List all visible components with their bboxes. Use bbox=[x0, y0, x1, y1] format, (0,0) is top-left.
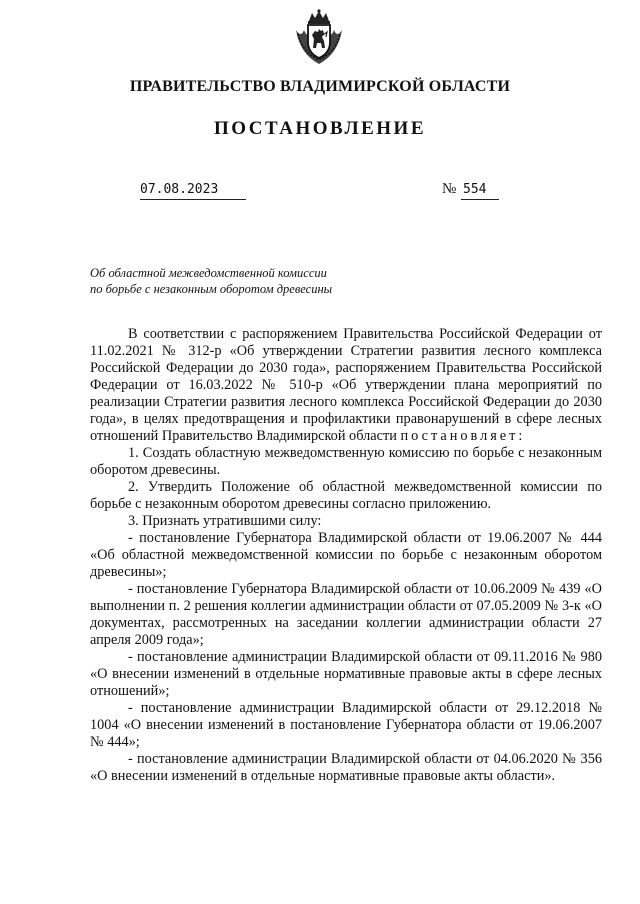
preamble-text: В соответствии с распоряжением Правительства Российской Федерации от 11.02.2021 № 312-р «Об утверждении Стратегии развития лесного комплекса Российской Федерации до 2030 года», распоряжением Правительства Российской Федерации от 16.03.2022 № 510-р «Об утверждении плана мероприятий по реализации Стратегии развития лесного комплекса Российской Федерации до 2030 года», в целях предотвращения и профилактики правонарушений в сфере лесных отношений Правительство Владимирской области bbox=[90, 326, 602, 444]
government-title: ПРАВИТЕЛЬСТВО ВЛАДИМИРСКОЙ ОБЛАСТИ bbox=[129, 78, 511, 95]
subject-line: по борьбе с незаконным оборотом древесины bbox=[90, 282, 333, 296]
repeal-entry: - постановление Губернатора Владимирской области от 19.06.2007 № 444 «Об областной межведомственной комиссии по борьбе с незаконным оборотом древесины»; bbox=[90, 530, 602, 580]
repeal-entry: - постановление администрации Владимирской области от 29.12.2018 № 1004 «О внесении изменений в постановление Губернатора области от 19.06.2007 № 444»; bbox=[90, 700, 602, 750]
repeal-entry: - постановление администрации Владимирской области от 09.11.2016 № 980 «О внесении изменений в отдельные нормативные правовые акты в сфере лесных отношений»; bbox=[90, 649, 602, 699]
coat-of-arms-icon bbox=[290, 8, 348, 66]
item-approve-regulation: 2. Утвердить Положение об областной межведомственной комиссии по борьбе с незаконным оборотом древесины согласно приложению. bbox=[90, 479, 602, 512]
subject-line: Об областной межведомственной комиссии bbox=[90, 266, 327, 280]
preamble-paragraph bbox=[90, 326, 602, 445]
document-subject bbox=[90, 265, 390, 297]
repeal-entry: - постановление Губернатора Владимирской области от 10.06.2009 № 439 «О выполнении п. 2 решения коллегии администрации области от 07.05.2009 № 3-к «О документах, рассмотренных на заседании коллегии администрации области 27 апреля 2009 года»; bbox=[90, 581, 602, 648]
item-repeal: 3. Признать утратившими силу: bbox=[128, 513, 322, 529]
decree-word: постановляет: bbox=[400, 428, 526, 444]
document-body bbox=[90, 326, 602, 785]
number-label: № bbox=[442, 181, 457, 197]
repeal-entry: - постановление администрации Владимирской области от 04.06.2020 № 356 «О внесении изменений в отдельные нормативные правовые акты области». bbox=[90, 751, 602, 784]
document-date: 07.08.2023 bbox=[140, 182, 246, 200]
document-type: ПОСТАНОВЛЕНИЕ bbox=[213, 118, 427, 139]
document-number: 554 bbox=[461, 182, 499, 200]
item-create-commission: 1. Создать областную межведомственную комиссию по борьбе с незаконным оборотом древесины. bbox=[90, 445, 602, 478]
